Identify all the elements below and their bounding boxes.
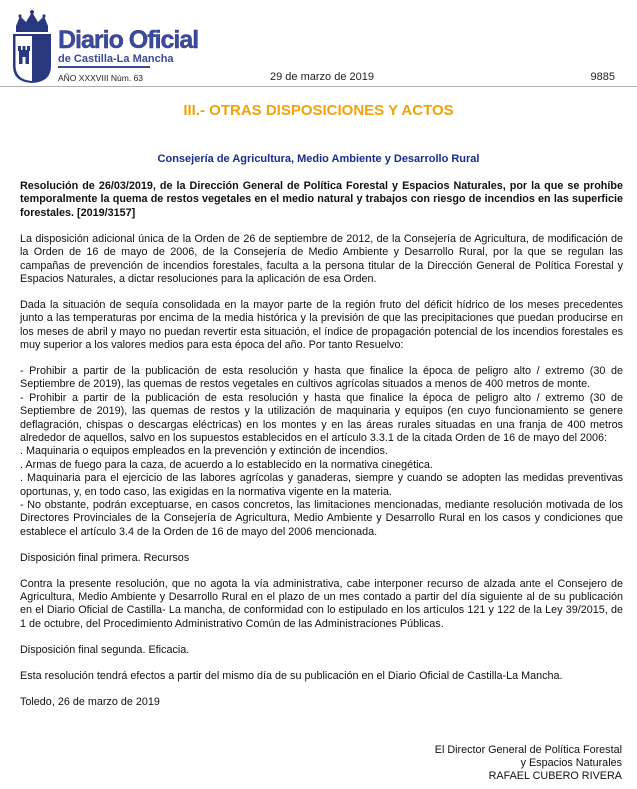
signature-line: El Director General de Política Forestal (434, 744, 622, 756)
signatory-name: RAFAEL CUBERO RIVERA (488, 770, 622, 782)
list-subitem: . Maquinaria o equipos empleados en la prevención y extinción de incendios. (20, 445, 388, 458)
page-header (0, 0, 637, 90)
list-subitem: . Armas de fuego para la caza, de acuerdo a lo establecido en la normativa cinegética. (20, 458, 433, 471)
final-provision-heading: Disposición final segunda. Eficacia. (20, 643, 190, 656)
publication-date: 29 de marzo de 2019 (270, 71, 374, 83)
header-divider (0, 86, 637, 87)
page-number: 9885 (590, 71, 615, 83)
signature-line: y Espacios Naturales (520, 757, 622, 769)
resolution-title: Resolución de 26/03/2019, de la Dirección General de Política Forestal y Espacios Naturales, por la que se prohíbe temporalmente la quema de restos vegetales en el medio natural y trabajos con riesgo de incendios en las superficie forestales. [2019/3157] (20, 180, 623, 219)
final-provision-heading: Disposición final primera. Recursos (20, 551, 190, 564)
logo-subtitle: de Castilla-La Mancha (58, 53, 174, 65)
castilla-la-mancha-crest-icon (10, 10, 54, 84)
logo-title: Diario Oficial (58, 26, 199, 54)
list-item: - Prohibir a partir de la publicación de esta resolución y hasta que finalice la época de peligro alto / extremo (30 de Septiembre de 2019), las quemas de restos y la utilización de maquinaria y equipos (en cuyo funcionamiento se genere deflagración, chispas o descargas eléctricas) en los montes y en las áreas rurales situadas en una franja de 400 metros alrededor de aquellos, salvo en los supuestos establecidos en el artículo 3.3.1 de la citada Orden de 16 de mayo del 2006: (20, 391, 623, 444)
section-title: III.- OTRAS DISPOSICIONES Y ACTOS (183, 102, 454, 119)
paragraph: Contra la presente resolución, que no agota la vía administrativa, cabe interponer recurso de alzada ante el Consejero de Agricultura, Medio Ambiente y Desarrollo Rural en el plazo de un mes contado a partir del día siguiente al de su publicación en el Diario Oficial de Castilla- La mancha, de conformidad con lo estipulado en los artículos 121 y 122 de la Ley 39/2015, de 1 de octubre, del Procedimiento Administrativo Común de las Administraciones Públicas. (20, 577, 623, 630)
paragraph: Dada la situación de sequía consolidada en la mayor parte de la región fruto del déficit hídrico de los meses precedentes junto a las temperaturas por encima de la media histórica y la previsión de que las precipitaciones que puedan producirse en los meses de abril y mayo no puedan revertir esta situación, el índice de propagación potencial de los incendios forestales es muy superior a los valores medios para esta época del año. Por tanto Resuelvo: (20, 298, 623, 352)
signature-block (435, 744, 622, 783)
document-body (20, 180, 623, 722)
place-and-date: Toledo, 26 de marzo de 2019 (20, 695, 160, 708)
paragraph: La disposición adicional única de la Orden de 26 de septiembre de 2012, de la Consejería de Agricultura, de modificación de la Orden de 16 de mayo de 2006, de la Consejería de Medio Ambiente y Desarrollo Rural, por la que se regulan las campañas de prevención de incendios forestales, faculta a la persona titular de la Dirección General de Política Forestal y Espacios Naturales, a dictar resoluciones para la aplicación de esa Orden. (20, 232, 623, 285)
logo-underline (58, 66, 150, 68)
list-item: - Prohibir a partir de la publicación de esta resolución y hasta que finalice la época de peligro alto / extremo (30 de Septiembre de 2019), las quemas de restos vegetales en cultivos agrícolas situados a menos de 400 metros de monte. (20, 364, 623, 391)
volume-number: AÑO XXXVIII Núm. 63 (58, 73, 144, 83)
paragraph: Esta resolución tendrá efectos a partir del mismo día de su publicación en el Diario Oficial de Castilla-La Mancha. (20, 669, 563, 682)
list-subitem: . Maquinaria para el ejercicio de las labores agrícolas y ganaderas, siempre y cuando se adopten las medidas preventivas oportunas, y, en todo caso, las exigidas en la normativa vigente en la materia. (20, 472, 623, 498)
list-item: - No obstante, podrán exceptuarse, en casos concretos, las limitaciones mencionadas, mediante resolución motivada de los Directores Provinciales de la Consejería de Agricultura, Medio Ambiente y Desarrollo Rural en los casos y condiciones que establece el artículo 3.4 de la Orden de 16 de mayo del 2006 mencionada. (20, 499, 623, 538)
department-title: Consejería de Agricultura, Medio Ambiente y Desarrollo Rural (157, 153, 480, 165)
